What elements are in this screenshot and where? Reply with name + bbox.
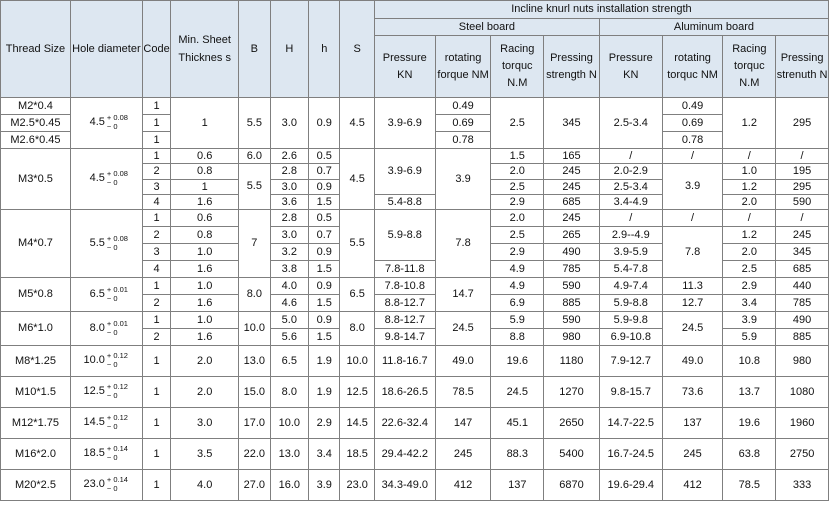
al-rotating-cell: 11.3 [662, 278, 723, 295]
al-racing-cell: 78.5 [723, 470, 776, 501]
al-racing-cell: / [723, 149, 776, 164]
H-cell: 3.2 [270, 244, 309, 261]
hole-diameter-cell: 4.5 + 0.08 − 0 [70, 149, 142, 210]
al-racing-cell: 2.0 [723, 244, 776, 261]
al-rotating-cell: 0.78 [662, 132, 723, 149]
al-pressing-cell: 245 [776, 227, 829, 244]
table-row [1, 278, 829, 295]
col-header-code: Code [142, 1, 170, 98]
table-row [1, 149, 829, 164]
H-cell: 2.8 [270, 210, 309, 227]
code-cell: 1 [142, 115, 170, 132]
steel-racing-cell: 1.5 [491, 149, 544, 164]
group-header-aluminum-board: Aluminum board [599, 19, 828, 36]
b-cell: 17.0 [239, 408, 270, 439]
b-cell: 27.0 [239, 470, 270, 501]
steel-racing-cell: 2.9 [491, 195, 544, 210]
thread-size-cell: M6*1.0 [1, 312, 71, 346]
table-row [1, 346, 829, 377]
al-racing-cell: 13.7 [723, 377, 776, 408]
code-cell: 4 [142, 261, 170, 278]
al-pressing-cell: 490 [776, 312, 829, 329]
al-pressure-cell: 4.9-7.4 [599, 278, 662, 295]
code-cell: 1 [142, 132, 170, 149]
h-cell: 0.9 [309, 98, 340, 149]
thread-size-cell: M10*1.5 [1, 377, 71, 408]
thread-size-cell: M8*1.25 [1, 346, 71, 377]
tolerance: + 0.08 − 0 [106, 233, 128, 252]
thread-size-cell: M12*1.75 [1, 408, 71, 439]
steel-pressing-cell: 245 [544, 180, 600, 195]
steel-racing-cell: 2.0 [491, 164, 544, 180]
group-header-installation-strength: Incline knurl nuts installation strength [374, 1, 828, 19]
H-cell: 2.6 [270, 149, 309, 164]
steel-rotating-cell: 14.7 [435, 278, 491, 312]
al-pressing-cell: 785 [776, 295, 829, 312]
al-pressure-cell: 2.5-3.4 [599, 180, 662, 195]
s-cell: 6.5 [340, 278, 374, 312]
code-cell: 1 [142, 470, 170, 501]
h-cell: 3.4 [309, 439, 340, 470]
thread-size-cell: M4*0.7 [1, 210, 71, 278]
al-pressure-cell: 9.8-15.7 [599, 377, 662, 408]
steel-pressing-cell: 685 [544, 195, 600, 210]
hole-diameter-cell: 18.5 + 0.14 − 0 [70, 439, 142, 470]
code-cell: 2 [142, 329, 170, 346]
s-cell: 4.5 [340, 98, 374, 149]
al-pressing-cell: 1960 [776, 408, 829, 439]
hole-diameter-cell: 14.5 + 0.12 − 0 [70, 408, 142, 439]
s-cell: 4.5 [340, 149, 374, 210]
al-pressing-cell: 590 [776, 195, 829, 210]
col-header-thread-size: Thread Size [1, 1, 71, 98]
s-cell: 10.0 [340, 346, 374, 377]
h-cell: 3.9 [309, 470, 340, 501]
h-cell: 0.9 [309, 180, 340, 195]
steel-racing-cell: 5.9 [491, 312, 544, 329]
code-cell: 3 [142, 244, 170, 261]
b-cell: 15.0 [239, 377, 270, 408]
al-racing-cell: 3.4 [723, 295, 776, 312]
H-cell: 3.0 [270, 227, 309, 244]
steel-rotating-cell: 24.5 [435, 312, 491, 346]
min-sheet-cell: 1.6 [171, 295, 239, 312]
H-cell: 3.6 [270, 195, 309, 210]
tolerance: + 0.12 − 0 [106, 351, 128, 369]
col-header-hole-diameter: Hole diameter [70, 1, 142, 98]
al-rotating-cell: 0.69 [662, 115, 723, 132]
steel-pressing-cell: 6870 [544, 470, 600, 501]
code-cell: 1 [142, 408, 170, 439]
al-pressure-cell: 7.9-12.7 [599, 346, 662, 377]
b-cell: 6.0 [239, 149, 270, 164]
thread-size-cell: M3*0.5 [1, 149, 71, 210]
al-pressure-cell: 3.9-5.9 [599, 244, 662, 261]
hole-diameter-cell: 23.0 + 0.14 − 0 [70, 470, 142, 501]
col-header-al-racing: Racing torquc N.M [723, 36, 776, 98]
al-rotating-cell: 12.7 [662, 295, 723, 312]
min-sheet-cell: 1.0 [171, 278, 239, 295]
H-cell: 6.5 [270, 346, 309, 377]
steel-pressing-cell: 165 [544, 149, 600, 164]
col-header-min-sheet-thickness: Min. Sheet Thicknes s [171, 1, 239, 98]
steel-racing-cell: 19.6 [491, 346, 544, 377]
steel-pressing-cell: 1180 [544, 346, 600, 377]
steel-pressure-cell: 11.8-16.7 [374, 346, 435, 377]
code-cell: 2 [142, 227, 170, 244]
steel-racing-cell: 2.9 [491, 244, 544, 261]
tolerance: + 0.12 − 0 [106, 413, 128, 431]
s-cell: 12.5 [340, 377, 374, 408]
al-pressing-cell: 980 [776, 346, 829, 377]
steel-racing-cell: 2.5 [491, 227, 544, 244]
code-cell: 1 [142, 377, 170, 408]
al-rotating-cell: 0.49 [662, 98, 723, 115]
min-sheet-cell: 0.6 [171, 149, 239, 164]
hole-diameter-cell: 12.5 + 0.12 − 0 [70, 377, 142, 408]
code-cell: 1 [142, 312, 170, 329]
H-cell: 16.0 [270, 470, 309, 501]
al-pressure-cell: 5.9-9.8 [599, 312, 662, 329]
al-pressing-cell: 295 [776, 98, 829, 149]
hole-diameter-cell: 8.0 + 0.01 − 0 [70, 312, 142, 346]
al-pressure-cell: 3.4-4.9 [599, 195, 662, 210]
min-sheet-cell: 1 [171, 98, 239, 149]
steel-pressing-cell: 785 [544, 261, 600, 278]
al-pressure-cell: 2.9--4.9 [599, 227, 662, 244]
min-sheet-cell: 2.0 [171, 346, 239, 377]
steel-pressure-cell: 18.6-26.5 [374, 377, 435, 408]
b-cell: 7 [239, 210, 270, 278]
table-row [1, 470, 829, 501]
h-cell: 1.9 [309, 377, 340, 408]
h-cell: 0.5 [309, 149, 340, 164]
table-row [1, 377, 829, 408]
steel-rotating-cell: 3.9 [435, 149, 491, 210]
tolerance: + 0.12 − 0 [106, 382, 128, 400]
min-sheet-cell: 0.8 [171, 164, 239, 180]
tolerance: + 0.01 − 0 [106, 284, 128, 303]
steel-pressure-cell: 22.6-32.4 [374, 408, 435, 439]
b-cell: 5.5 [239, 98, 270, 149]
steel-racing-cell: 4.9 [491, 278, 544, 295]
code-cell: 4 [142, 195, 170, 210]
steel-pressure-cell: 8.8-12.7 [374, 312, 435, 329]
steel-racing-cell: 8.8 [491, 329, 544, 346]
al-rotating-cell: / [662, 210, 723, 227]
tolerance: + 0.14 − 0 [106, 444, 128, 462]
min-sheet-cell: 3.0 [171, 408, 239, 439]
H-cell: 3.0 [270, 98, 309, 149]
b-cell: 5.5 [239, 164, 270, 210]
steel-racing-cell: 6.9 [491, 295, 544, 312]
tolerance: + 0.08 − 0 [106, 169, 128, 187]
al-rotating-cell: 7.8 [662, 227, 723, 278]
al-racing-cell: 1.2 [723, 227, 776, 244]
steel-pressing-cell: 245 [544, 164, 600, 180]
al-pressing-cell: 295 [776, 180, 829, 195]
steel-racing-cell: 45.1 [491, 408, 544, 439]
h-cell: 0.7 [309, 227, 340, 244]
thread-size-cell: M20*2.5 [1, 470, 71, 501]
b-cell: 10.0 [239, 312, 270, 346]
col-header-steel-racing: Racing torquc N.M [491, 36, 544, 98]
table-row [1, 210, 829, 227]
code-cell: 1 [142, 210, 170, 227]
b-cell: 8.0 [239, 278, 270, 312]
steel-racing-cell: 88.3 [491, 439, 544, 470]
al-rotating-cell: 49.0 [662, 346, 723, 377]
h-cell: 0.7 [309, 164, 340, 180]
steel-pressure-cell: 8.8-12.7 [374, 295, 435, 312]
s-cell: 23.0 [340, 470, 374, 501]
al-rotating-cell: 3.9 [662, 164, 723, 210]
al-racing-cell: 19.6 [723, 408, 776, 439]
steel-pressure-cell: 5.4-8.8 [374, 195, 435, 210]
al-racing-cell: 10.8 [723, 346, 776, 377]
s-cell: 8.0 [340, 312, 374, 346]
al-pressure-cell: 2.5-3.4 [599, 98, 662, 149]
al-rotating-cell: 412 [662, 470, 723, 501]
al-pressure-cell: 5.4-7.8 [599, 261, 662, 278]
steel-pressing-cell: 265 [544, 227, 600, 244]
steel-rotating-cell: 49.0 [435, 346, 491, 377]
steel-pressing-cell: 5400 [544, 439, 600, 470]
code-cell: 1 [142, 98, 170, 115]
al-rotating-cell: 137 [662, 408, 723, 439]
steel-racing-cell: 2.5 [491, 180, 544, 195]
tolerance: + 0.01 − 0 [106, 318, 128, 337]
al-pressure-cell: / [599, 210, 662, 227]
al-pressing-cell: 685 [776, 261, 829, 278]
h-cell: 0.9 [309, 278, 340, 295]
min-sheet-cell: 0.8 [171, 227, 239, 244]
al-pressure-cell: 16.7-24.5 [599, 439, 662, 470]
al-racing-cell: 5.9 [723, 329, 776, 346]
col-header-steel-pressure: Pressure KN [374, 36, 435, 98]
h-cell: 0.9 [309, 312, 340, 329]
al-pressing-cell: 440 [776, 278, 829, 295]
al-racing-cell: 1.2 [723, 180, 776, 195]
al-racing-cell: 3.9 [723, 312, 776, 329]
al-racing-cell: 2.0 [723, 195, 776, 210]
steel-pressing-cell: 590 [544, 312, 600, 329]
steel-pressure-cell: 7.8-11.8 [374, 261, 435, 278]
steel-pressing-cell: 490 [544, 244, 600, 261]
steel-rotating-cell: 7.8 [435, 210, 491, 278]
code-cell: 2 [142, 295, 170, 312]
thread-size-cell: M16*2.0 [1, 439, 71, 470]
hole-diameter-cell: 4.5 + 0.08 − 0 [70, 98, 142, 149]
steel-pressing-cell: 1270 [544, 377, 600, 408]
min-sheet-cell: 1.0 [171, 244, 239, 261]
H-cell: 10.0 [270, 408, 309, 439]
b-cell: 13.0 [239, 346, 270, 377]
al-pressing-cell: 345 [776, 244, 829, 261]
al-pressing-cell: / [776, 210, 829, 227]
al-pressing-cell: 2750 [776, 439, 829, 470]
steel-rotating-cell: 412 [435, 470, 491, 501]
col-header-al-rotating: rotating torquc NM [662, 36, 723, 98]
steel-racing-cell: 24.5 [491, 377, 544, 408]
thread-size-cell: M2.6*0.45 [1, 132, 71, 149]
al-pressing-cell: 1080 [776, 377, 829, 408]
thread-size-cell: M2.5*0.45 [1, 115, 71, 132]
steel-rotating-cell: 0.49 [435, 98, 491, 115]
min-sheet-cell: 1.6 [171, 329, 239, 346]
s-cell: 18.5 [340, 439, 374, 470]
min-sheet-cell: 2.0 [171, 377, 239, 408]
h-cell: 1.5 [309, 329, 340, 346]
hole-diameter-cell: 5.5 + 0.08 − 0 [70, 210, 142, 278]
H-cell: 8.0 [270, 377, 309, 408]
H-cell: 2.8 [270, 164, 309, 180]
steel-rotating-cell: 78.5 [435, 377, 491, 408]
tolerance: + 0.08 − 0 [106, 113, 128, 131]
code-cell: 1 [142, 346, 170, 377]
h-cell: 2.9 [309, 408, 340, 439]
H-cell: 3.0 [270, 180, 309, 195]
al-racing-cell: 63.8 [723, 439, 776, 470]
al-pressure-cell: / [599, 149, 662, 164]
al-pressure-cell: 19.6-29.4 [599, 470, 662, 501]
al-pressure-cell: 14.7-22.5 [599, 408, 662, 439]
al-racing-cell: 1.0 [723, 164, 776, 180]
min-sheet-cell: 3.5 [171, 439, 239, 470]
hole-diameter-cell: 10.0 + 0.12 − 0 [70, 346, 142, 377]
code-cell: 1 [142, 278, 170, 295]
h-cell: 1.5 [309, 295, 340, 312]
h-cell: 0.5 [309, 210, 340, 227]
min-sheet-cell: 1 [171, 180, 239, 195]
table-row [1, 408, 829, 439]
steel-pressing-cell: 345 [544, 98, 600, 149]
H-cell: 5.0 [270, 312, 309, 329]
h-cell: 1.5 [309, 261, 340, 278]
col-header-al-pressure: Pressure KN [599, 36, 662, 98]
steel-racing-cell: 137 [491, 470, 544, 501]
steel-rotating-cell: 147 [435, 408, 491, 439]
b-cell: 22.0 [239, 439, 270, 470]
steel-pressure-cell: 3.9-6.9 [374, 98, 435, 149]
al-rotating-cell: 24.5 [662, 312, 723, 346]
thread-size-cell: M5*0.8 [1, 278, 71, 312]
h-cell: 0.9 [309, 244, 340, 261]
col-header-steel-pressing: Pressing strength N [544, 36, 600, 98]
al-pressure-cell: 2.0-2.9 [599, 164, 662, 180]
steel-racing-cell: 2.5 [491, 98, 544, 149]
H-cell: 4.0 [270, 278, 309, 295]
thread-size-cell: M2*0.4 [1, 98, 71, 115]
min-sheet-cell: 4.0 [171, 470, 239, 501]
table-row [1, 439, 829, 470]
col-header-al-pressing: Pressing strenuth N [776, 36, 829, 98]
code-cell: 1 [142, 149, 170, 164]
code-cell: 1 [142, 439, 170, 470]
H-cell: 4.6 [270, 295, 309, 312]
al-pressure-cell: 6.9-10.8 [599, 329, 662, 346]
hole-diameter-cell: 6.5 + 0.01 − 0 [70, 278, 142, 312]
steel-pressing-cell: 245 [544, 210, 600, 227]
group-header-steel-board: Steel board [374, 19, 599, 36]
steel-pressure-cell: 29.4-42.2 [374, 439, 435, 470]
min-sheet-cell: 1.0 [171, 312, 239, 329]
col-header-s: S [340, 1, 374, 98]
al-rotating-cell: 245 [662, 439, 723, 470]
s-cell: 14.5 [340, 408, 374, 439]
steel-pressure-cell: 3.9-6.9 [374, 149, 435, 195]
al-pressing-cell: 195 [776, 164, 829, 180]
steel-pressing-cell: 590 [544, 278, 600, 295]
steel-pressing-cell: 2650 [544, 408, 600, 439]
steel-rotating-cell: 245 [435, 439, 491, 470]
steel-pressing-cell: 980 [544, 329, 600, 346]
code-cell: 2 [142, 164, 170, 180]
al-rotating-cell: 73.6 [662, 377, 723, 408]
steel-pressure-cell: 7.8-10.8 [374, 278, 435, 295]
code-cell: 3 [142, 180, 170, 195]
col-header-h: h [309, 1, 340, 98]
steel-pressure-cell: 5.9-8.8 [374, 210, 435, 261]
table-row [1, 312, 829, 329]
al-racing-cell: 2.5 [723, 261, 776, 278]
al-pressing-cell: 885 [776, 329, 829, 346]
steel-rotating-cell: 0.69 [435, 115, 491, 132]
al-racing-cell: / [723, 210, 776, 227]
steel-pressure-cell: 9.8-14.7 [374, 329, 435, 346]
col-header-b: B [239, 1, 270, 98]
tolerance: + 0.14 − 0 [106, 475, 128, 493]
col-header-H: H [270, 1, 309, 98]
H-cell: 5.6 [270, 329, 309, 346]
col-header-steel-rotating: rotating forque NM [435, 36, 491, 98]
steel-racing-cell: 4.9 [491, 261, 544, 278]
al-racing-cell: 2.9 [723, 278, 776, 295]
al-rotating-cell: / [662, 149, 723, 164]
min-sheet-cell: 1.6 [171, 195, 239, 210]
steel-pressure-cell: 34.3-49.0 [374, 470, 435, 501]
al-racing-cell: 1.2 [723, 98, 776, 149]
steel-rotating-cell: 0.78 [435, 132, 491, 149]
al-pressure-cell: 5.9-8.8 [599, 295, 662, 312]
h-cell: 1.5 [309, 195, 340, 210]
al-pressing-cell: 333 [776, 470, 829, 501]
h-cell: 1.9 [309, 346, 340, 377]
steel-racing-cell: 2.0 [491, 210, 544, 227]
H-cell: 13.0 [270, 439, 309, 470]
table-row [1, 98, 829, 115]
s-cell: 5.5 [340, 210, 374, 278]
min-sheet-cell: 1.6 [171, 261, 239, 278]
H-cell: 3.8 [270, 261, 309, 278]
al-pressing-cell: / [776, 149, 829, 164]
steel-pressing-cell: 885 [544, 295, 600, 312]
min-sheet-cell: 0.6 [171, 210, 239, 227]
